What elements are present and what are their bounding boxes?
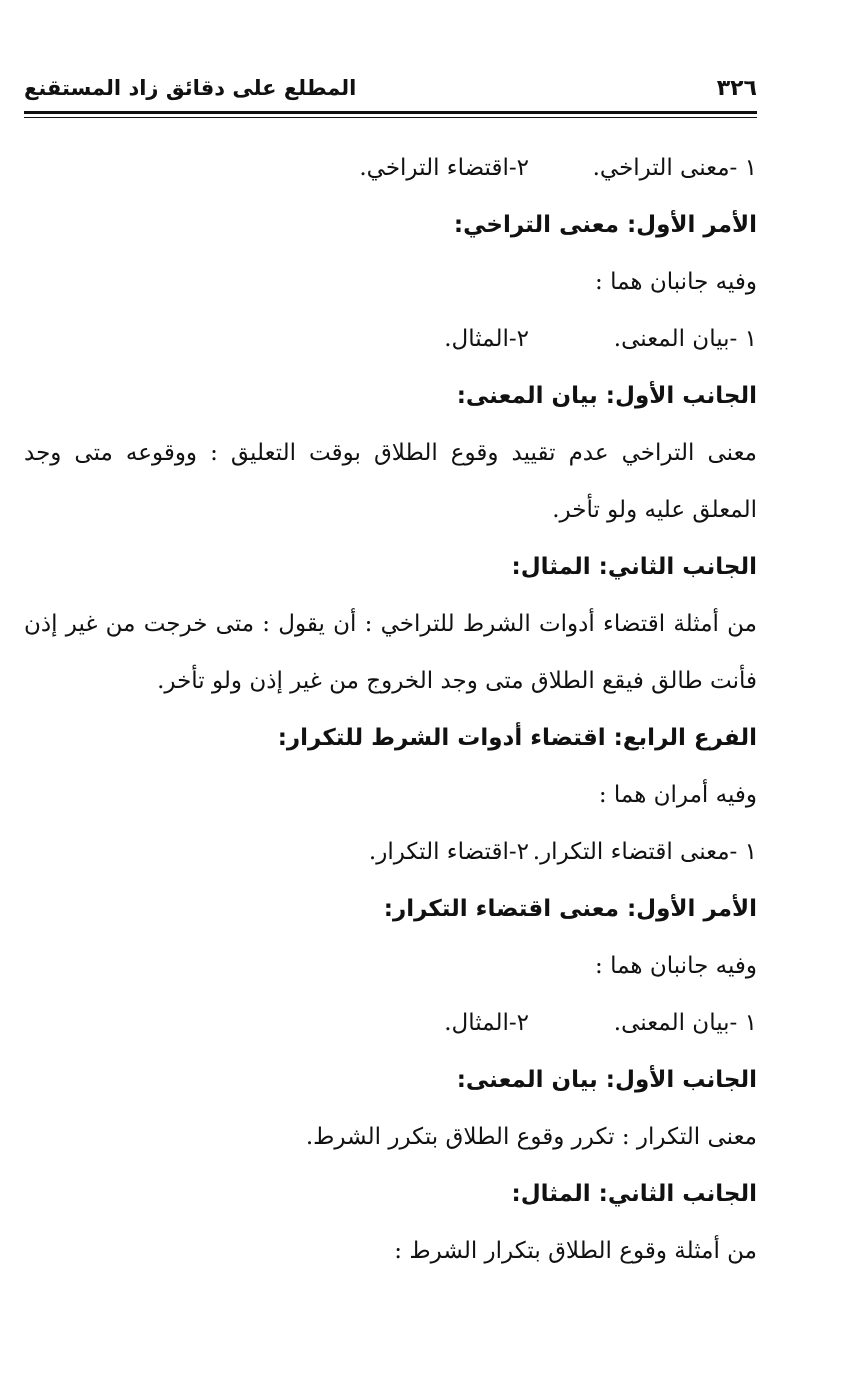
paragraph: وفيه جانبان هما : [595, 269, 757, 295]
section-heading: الجانب الأول: بيان المعنى: [456, 383, 757, 409]
paragraph: وفيه أمران هما : [598, 782, 757, 808]
list-item: ١ -بيان المعنى. [613, 326, 757, 352]
page-body [24, 140, 757, 1280]
list-item: ٢-اقتضاء التراخي. [359, 155, 529, 181]
page-header [24, 68, 757, 108]
section-heading: الأمر الأول: معنى التراخي: [453, 212, 757, 238]
paragraph: وفيه جانبان هما : [595, 953, 757, 979]
list-item: ٢-المثال. [444, 1010, 529, 1036]
list-row [24, 140, 757, 197]
paragraph: من أمثلة اقتضاء أدوات الشرط للتراخي : أن يقول : متى خرجت من غير إذن فأنت طالق فيقع الطلاق متى وجد الخروج من غير إذن ولو تأخر. [24, 611, 757, 694]
section-heading: الأمر الأول: معنى اقتضاء التكرار: [383, 896, 757, 922]
list-row [24, 824, 757, 881]
list-item: ١ -بيان المعنى. [613, 1010, 757, 1036]
list-item: ١ -معنى اقتضاء التكرار. [532, 839, 757, 865]
list-item: ١ -معنى التراخي. [592, 155, 757, 181]
paragraph: معنى التراخي عدم تقييد وقوع الطلاق بوقت التعليق : ووقوعه متى وجد المعلق عليه ولو تأخر. [24, 440, 757, 523]
running-title: المطلع على دقائق زاد المستقنع [24, 76, 357, 100]
list-item: ٢-اقتضاء التكرار. [368, 839, 529, 865]
section-heading: الجانب الأول: بيان المعنى: [456, 1067, 757, 1093]
list-row [24, 311, 757, 368]
paragraph: معنى التكرار : تكرر وقوع الطلاق بتكرر الشرط. [305, 1124, 757, 1150]
page-number: ٣٢٦ [716, 75, 757, 101]
list-row [24, 995, 757, 1052]
header-rule-thin [24, 117, 757, 118]
list-item: ٢-المثال. [444, 326, 529, 352]
section-heading: الجانب الثاني: المثال: [511, 554, 757, 580]
section-heading: الجانب الثاني: المثال: [511, 1181, 757, 1207]
header-rule-thick [24, 111, 757, 114]
section-heading: الفرع الرابع: اقتضاء أدوات الشرط للتكرار: [277, 725, 757, 751]
paragraph: من أمثلة وقوع الطلاق بتكرار الشرط : [394, 1238, 757, 1264]
